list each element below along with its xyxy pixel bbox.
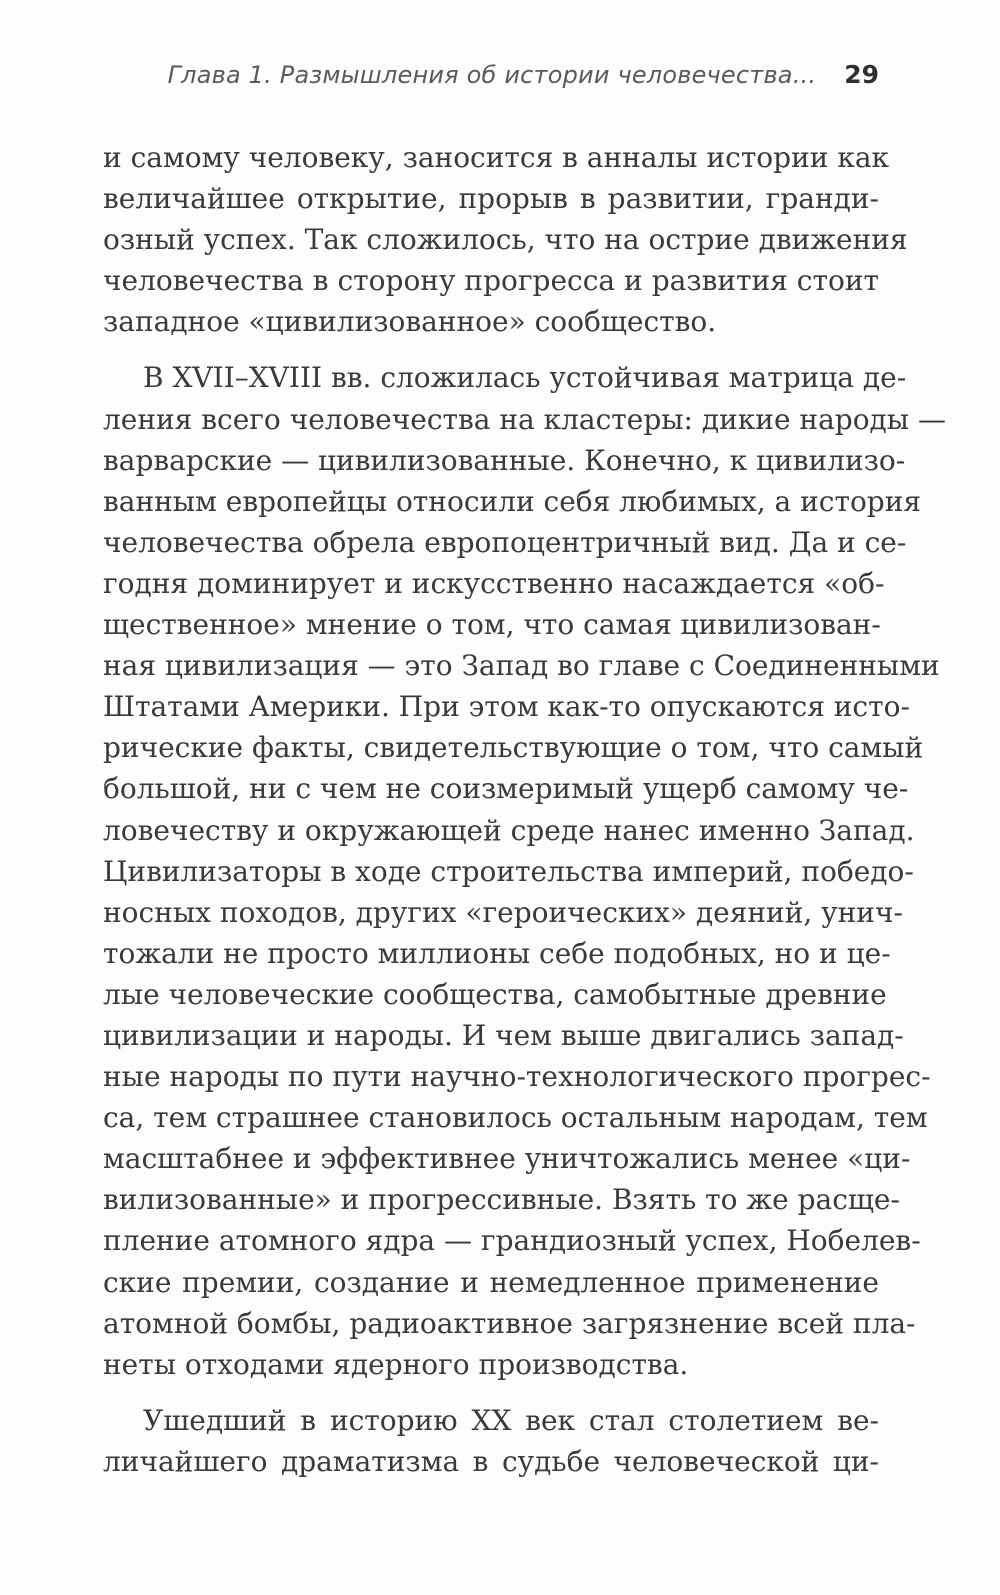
text-line: человечества в сторону прогресса и развития стоит [103,264,879,298]
text-line: человечества обрела европоцентричный вид. Да и се- [103,525,907,559]
text-line: западное «цивилизованное» сообщество. [103,305,717,339]
text-line: Штатами Америки. При этом как-то опускаются исто- [103,690,910,724]
text-line: рические факты, свидетельствующие о том, что самый [103,731,924,765]
paragraph [103,357,946,1384]
chapter-running-title: Глава 1. Размышления об истории человечества... [167,61,817,89]
text-line: озный успех. Так сложилось, что на острие движения [103,223,908,257]
body-text [103,137,946,1497]
text-line: щественное» мнение о том, что самая цивилизован- [103,608,881,642]
text-line: годня доминирует и искусственно насаждается «об- [103,566,885,600]
text-line: неты отходами ядерного производства. [103,1347,689,1381]
text-line: Цивилизаторы в ходе строительства империй, победо- [103,854,914,888]
text-line: ная цивилизация — это Запад во главе с Соединенными [103,649,940,683]
paragraph [103,1400,879,1482]
text-line: тожали не просто миллионы себе подобных, но и це- [103,936,891,970]
text-line: ные народы по пути научно-технологического прогрес- [103,1060,931,1094]
text-line: ванным европейцы относили себя любимых, а история [103,484,922,518]
text-line: носных походов, других «героических» деяний, унич- [103,895,903,929]
text-line: ские премии, создание и немедленное применение [103,1265,879,1299]
page-number: 29 [844,60,879,89]
text-line: ления всего человечества на кластеры: дикие народы — [103,402,946,436]
text-line: большой, ни с чем не соизмеримый ущерб самому че- [103,772,909,806]
text-line: масштабнее и эффективнее уничтожались менее «ци- [103,1142,911,1176]
running-head [103,60,879,89]
text-line: личайшего драматизма в судьбе человеческой ци- [103,1444,879,1478]
paragraph [103,137,908,342]
text-line: и самому человеку, заносится в анналы истории как [103,141,890,174]
text-line: величайшее открытие, прорыв в развитии, гранди- [103,182,879,216]
text-line: лые человеческие сообщества, самобытные древние [103,977,887,1011]
text-line: ловечеству и окружающей среде нанес именно Запад. [103,813,915,847]
text-line: вилизованные» и прогрессивные. Взять то же расще- [103,1183,900,1217]
text-line: В XVII–XVIII вв. сложилась устойчивая матрица де- [143,361,907,395]
text-line: пление атомного ядра — грандиозный успех, Нобелев- [103,1224,921,1258]
text-line: атомной бомбы, радиоактивное загрязнение всей пла- [103,1306,916,1340]
text-line: варварские — цивилизованные. Конечно, к цивилизо- [103,443,906,477]
text-line: цивилизации и народы. И чем выше двигались запад- [103,1018,904,1052]
text-line: са, тем страшнее становилось остальным народам, тем [103,1101,928,1135]
text-line: Ушедший в историю XX век стал столетием ве- [143,1403,879,1437]
